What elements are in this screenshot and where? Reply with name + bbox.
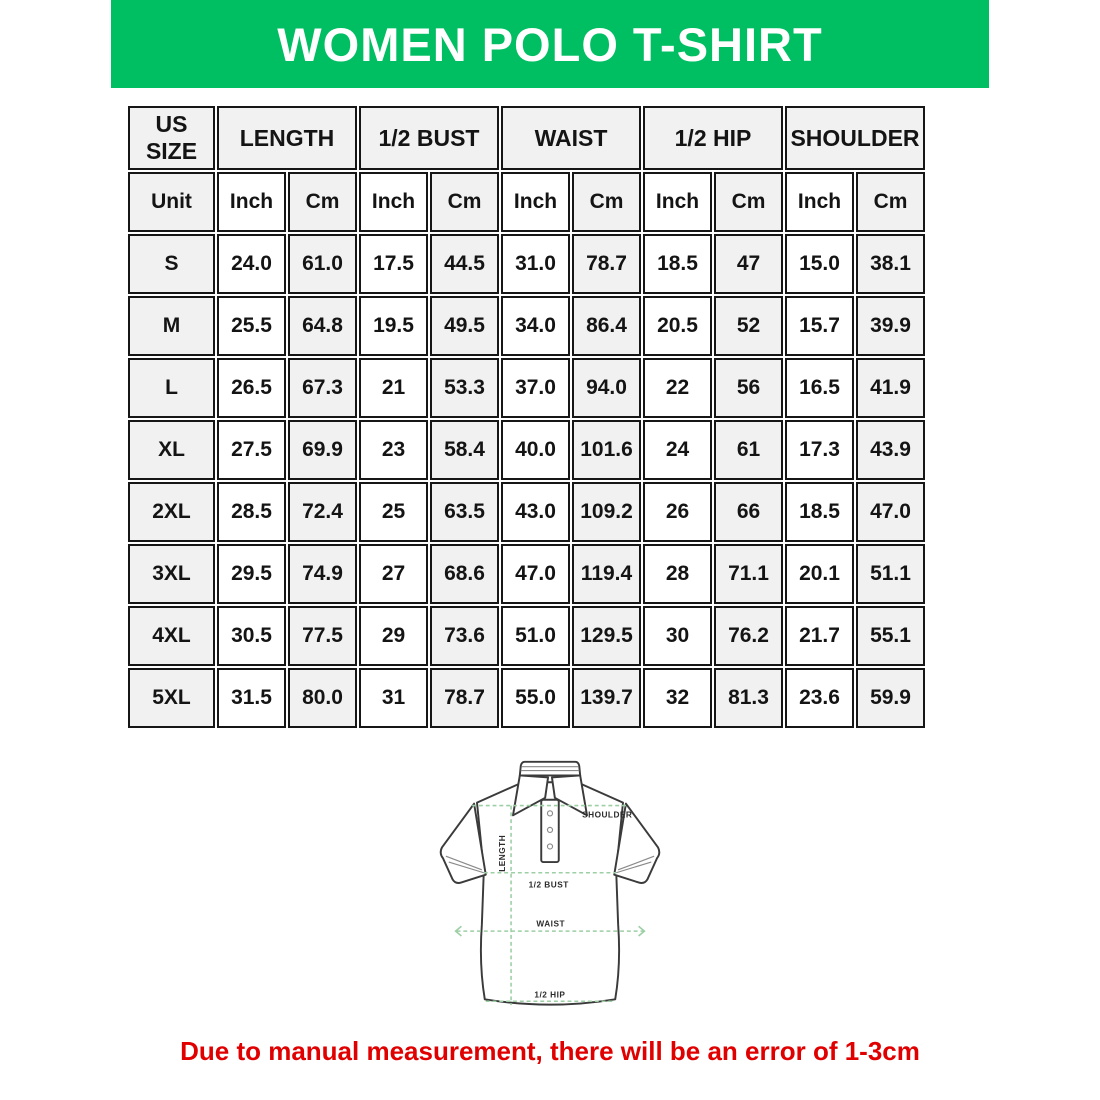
value-cell: 43.9 [856, 420, 925, 480]
value-cell: 25 [359, 482, 428, 542]
value-cell: 44.5 [430, 234, 499, 294]
value-cell: 47.0 [856, 482, 925, 542]
value-cell: 59.9 [856, 668, 925, 728]
shoulder-label: SHOULDER [582, 810, 633, 820]
size-row [128, 420, 925, 480]
value-cell: 78.7 [572, 234, 641, 294]
value-cell: 61 [714, 420, 783, 480]
value-cell: 56 [714, 358, 783, 418]
size-row [128, 482, 925, 542]
value-cell: 18.5 [643, 234, 712, 294]
value-cell: 23.6 [785, 668, 854, 728]
value-cell: 30.5 [217, 606, 286, 666]
size-row [128, 544, 925, 604]
unit-cell: Cm [430, 172, 499, 232]
size-table [126, 104, 927, 730]
value-cell: 55.1 [856, 606, 925, 666]
value-cell: 26 [643, 482, 712, 542]
unit-row [128, 172, 925, 232]
size-row [128, 358, 925, 418]
value-cell: 67.3 [288, 358, 357, 418]
value-cell: 31 [359, 668, 428, 728]
value-cell: 29.5 [217, 544, 286, 604]
value-cell: 47.0 [501, 544, 570, 604]
length-label: LENGTH [498, 834, 508, 872]
value-cell: 76.2 [714, 606, 783, 666]
value-cell: 49.5 [430, 296, 499, 356]
value-cell: 69.9 [288, 420, 357, 480]
value-cell: 20.5 [643, 296, 712, 356]
size-cell: 5XL [128, 668, 215, 728]
size-cell: M [128, 296, 215, 356]
value-cell: 51.0 [501, 606, 570, 666]
group-header-cell: WAIST [501, 106, 641, 170]
value-cell: 28.5 [217, 482, 286, 542]
value-cell: 73.6 [430, 606, 499, 666]
value-cell: 28 [643, 544, 712, 604]
value-cell: 34.0 [501, 296, 570, 356]
value-cell: 15.0 [785, 234, 854, 294]
size-cell: S [128, 234, 215, 294]
unit-cell: Inch [785, 172, 854, 232]
value-cell: 61.0 [288, 234, 357, 294]
value-cell: 109.2 [572, 482, 641, 542]
value-cell: 72.4 [288, 482, 357, 542]
value-cell: 17.3 [785, 420, 854, 480]
unit-cell: Unit [128, 172, 215, 232]
size-row [128, 606, 925, 666]
unit-cell: Inch [359, 172, 428, 232]
group-header-cell: US SIZE [128, 106, 215, 170]
value-cell: 47 [714, 234, 783, 294]
unit-cell: Inch [501, 172, 570, 232]
value-cell: 53.3 [430, 358, 499, 418]
value-cell: 139.7 [572, 668, 641, 728]
value-cell: 74.9 [288, 544, 357, 604]
value-cell: 27.5 [217, 420, 286, 480]
value-cell: 52 [714, 296, 783, 356]
value-cell: 81.3 [714, 668, 783, 728]
polo-shirt-drawing [418, 754, 682, 1046]
unit-cell: Inch [643, 172, 712, 232]
value-cell: 31.0 [501, 234, 570, 294]
size-row [128, 234, 925, 294]
value-cell: 19.5 [359, 296, 428, 356]
value-cell: 119.4 [572, 544, 641, 604]
unit-cell: Cm [714, 172, 783, 232]
value-cell: 25.5 [217, 296, 286, 356]
value-cell: 37.0 [501, 358, 570, 418]
value-cell: 21.7 [785, 606, 854, 666]
value-cell: 94.0 [572, 358, 641, 418]
value-cell: 71.1 [714, 544, 783, 604]
value-cell: 16.5 [785, 358, 854, 418]
page-title: WOMEN POLO T-SHIRT [277, 17, 823, 71]
title-banner [111, 0, 989, 88]
size-row [128, 668, 925, 728]
value-cell: 68.6 [430, 544, 499, 604]
value-cell: 55.0 [501, 668, 570, 728]
size-cell: 2XL [128, 482, 215, 542]
group-header-row [128, 106, 925, 170]
value-cell: 24 [643, 420, 712, 480]
value-cell: 63.5 [430, 482, 499, 542]
group-header-cell: SHOULDER [785, 106, 925, 170]
size-cell: 3XL [128, 544, 215, 604]
value-cell: 41.9 [856, 358, 925, 418]
value-cell: 58.4 [430, 420, 499, 480]
group-header-cell: LENGTH [217, 106, 357, 170]
value-cell: 26.5 [217, 358, 286, 418]
half-hip-label: 1/2 HIP [534, 990, 566, 1000]
value-cell: 30 [643, 606, 712, 666]
value-cell: 64.8 [288, 296, 357, 356]
value-cell: 39.9 [856, 296, 925, 356]
value-cell: 38.1 [856, 234, 925, 294]
size-row [128, 296, 925, 356]
value-cell: 77.5 [288, 606, 357, 666]
collar-band [520, 762, 580, 776]
value-cell: 86.4 [572, 296, 641, 356]
unit-cell: Inch [217, 172, 286, 232]
value-cell: 32 [643, 668, 712, 728]
value-cell: 22 [643, 358, 712, 418]
value-cell: 40.0 [501, 420, 570, 480]
group-header-cell: 1/2 HIP [643, 106, 783, 170]
unit-cell: Cm [572, 172, 641, 232]
half-bust-label: 1/2 BUST [528, 880, 569, 890]
value-cell: 66 [714, 482, 783, 542]
value-cell: 129.5 [572, 606, 641, 666]
value-cell: 31.5 [217, 668, 286, 728]
value-cell: 101.6 [572, 420, 641, 480]
value-cell: 29 [359, 606, 428, 666]
group-header-cell: 1/2 BUST [359, 106, 499, 170]
value-cell: 17.5 [359, 234, 428, 294]
waist-label: WAIST [536, 919, 565, 929]
size-cell: 4XL [128, 606, 215, 666]
value-cell: 15.7 [785, 296, 854, 356]
value-cell: 21 [359, 358, 428, 418]
value-cell: 78.7 [430, 668, 499, 728]
value-cell: 51.1 [856, 544, 925, 604]
value-cell: 20.1 [785, 544, 854, 604]
unit-cell: Cm [856, 172, 925, 232]
value-cell: 24.0 [217, 234, 286, 294]
value-cell: 23 [359, 420, 428, 480]
value-cell: 43.0 [501, 482, 570, 542]
value-cell: 27 [359, 544, 428, 604]
polo-shirt-diagram [418, 754, 682, 1046]
size-table-wrapper [126, 104, 927, 730]
button-placket [541, 800, 559, 862]
value-cell: 18.5 [785, 482, 854, 542]
unit-cell: Cm [288, 172, 357, 232]
measurement-note: Due to manual measurement, there will be an error of 1-3cm [180, 1036, 920, 1066]
size-cell: XL [128, 420, 215, 480]
size-cell: L [128, 358, 215, 418]
value-cell: 80.0 [288, 668, 357, 728]
